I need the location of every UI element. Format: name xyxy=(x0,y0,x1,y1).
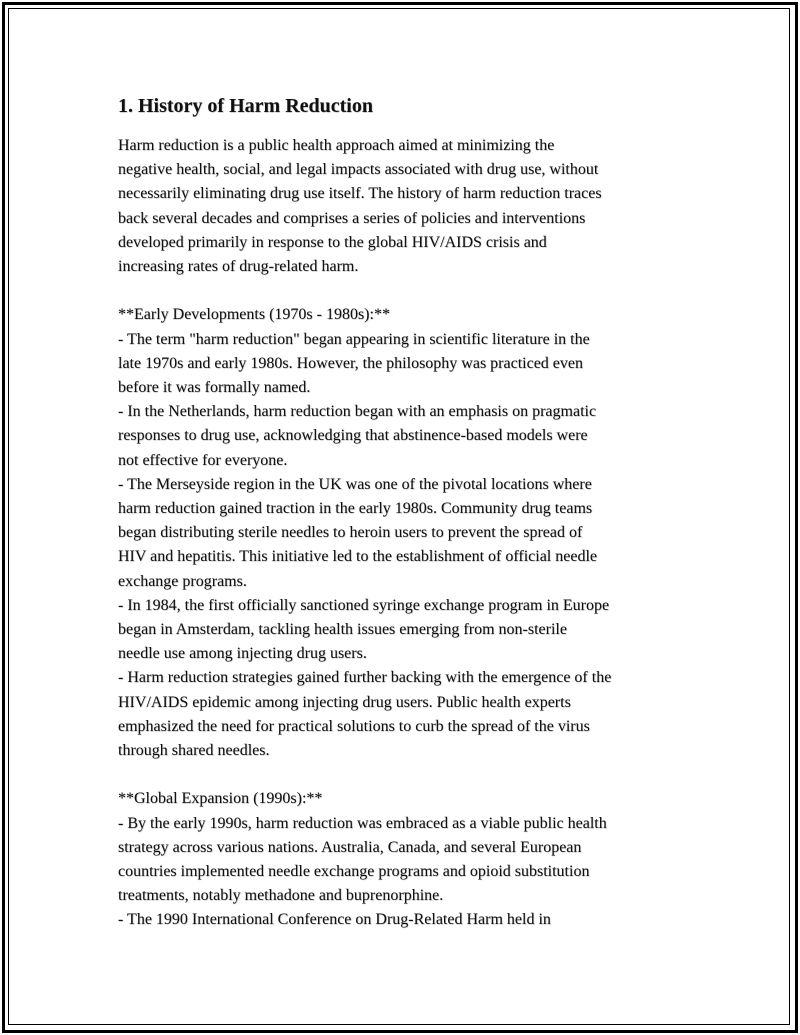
bullet-item: - The Merseyside region in the UK was one of the pivotal locations where harm reduction gained traction in the early 1980s. Community drug teams began distributing sterile needles to heroin users to prevent the spread of HIV and hepatitis. This initiative led to the establishment of official needle exchange programs. xyxy=(118,475,597,590)
bullet-item: - The term "harm reduction" began appearing in scientific literature in the late 1970s and early 1980s. However, the philosophy was practiced even before it was formally named. xyxy=(118,330,590,397)
bullet-item: - In 1984, the first officially sanctioned syringe exchange program in Europe began in Amsterdam, tackling health issues emerging from non-sterile needle use among injecting drug users. xyxy=(118,596,610,663)
bullet-item: - In the Netherlands, harm reduction began with an emphasis on pragmatic responses to drug use, acknowledging that abstinence-based models were not effective for everyone. xyxy=(118,403,597,469)
paragraph-gap xyxy=(118,763,698,787)
document-body xyxy=(118,94,698,933)
bullet-item: - Harm reduction strategies gained further backing with the emergence of the HIV/AIDS epidemic among injecting drug users. Public health experts emphasized the need for practical solutions to curb the spread of the virus through shared needles. xyxy=(118,669,612,760)
intro-paragraph: Harm reduction is a public health approach aimed at minimizing the negative health, social, and legal impacts associated with drug use, without necessarily eliminating drug use itself. The history of harm reduction traces back several decades and comprises a series of policies and interventions developed primarily in response to the global HIV/AIDS crisis and increasing rates of drug-related harm. xyxy=(118,137,602,276)
subsection-title-early-developments: **Early Developments (1970s - 1980s):** xyxy=(118,306,390,324)
bullet-item: - The 1990 International Conference on Drug-Related Harm held in xyxy=(118,911,551,929)
subsection-title-global-expansion: **Global Expansion (1990s):** xyxy=(118,790,323,808)
section-heading: 1. History of Harm Reduction xyxy=(118,95,373,117)
bullet-item: - By the early 1990s, harm reduction was embraced as a viable public health strategy across various nations. Australia, Canada, and several European countries implemented needle exchange programs and opioid substitution treatments, notably methadone and buprenorphine. xyxy=(118,814,607,905)
paragraph-gap xyxy=(118,279,698,303)
